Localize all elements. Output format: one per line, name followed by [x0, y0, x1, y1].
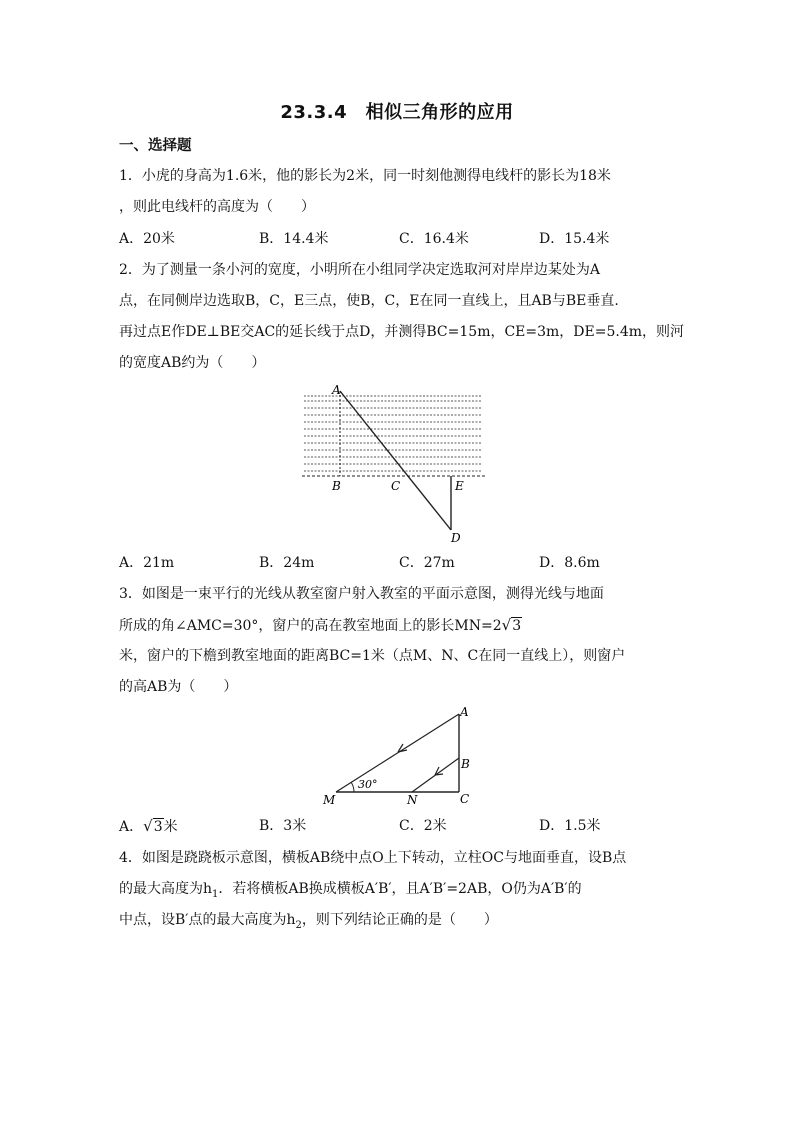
q3-option-d: D．1.5米 — [539, 818, 601, 834]
q2-line-4: 的宽度AB约为（ ） — [119, 355, 266, 371]
q3-line-1: 3．如图是一束平行的光线从教室窗户射入教室的平面示意图，测得光线与地面 — [119, 586, 604, 602]
label-a: A — [460, 705, 469, 719]
q4-line-2-pre: 的最大高度为h — [119, 881, 213, 897]
q4-line-2-sub: 1 — [212, 888, 219, 900]
q1-line-1: 1．小虎的身高为1.6米，他的影长为2米，同一时刻他测得电线杆的影长为18米 — [119, 168, 611, 184]
ray-am — [336, 714, 459, 792]
q3-line-4: 的高AB为（ ） — [119, 679, 238, 695]
sqrt-radicand: 3 — [153, 819, 163, 835]
river-figure — [300, 382, 490, 547]
label-m: M — [323, 793, 336, 807]
q3-line-3: 米，窗户的下檐到教室地面的距离BC=1米（点M、N、C在同一直线上），则窗户 — [119, 648, 626, 664]
q3-line-2 — [119, 615, 522, 636]
q3-option-a-unit: 米 — [163, 819, 178, 835]
q3-option-a-prefix: A． — [119, 819, 144, 835]
label-a: A — [332, 383, 341, 397]
label-d: D — [451, 531, 461, 545]
q4-line-3 — [119, 910, 498, 936]
q1-option-d: D．15.4米 — [539, 231, 610, 247]
q4-line-3-sub: 2 — [295, 919, 302, 931]
q4-line-2-post: ．若将横板AB换成横板A′B′，且A′B′=2AB，O仍为A′B′的 — [218, 881, 582, 897]
q2-option-c: C．27m — [399, 555, 455, 571]
angle-arc — [351, 782, 354, 792]
sqrt-symbol: √3 — [143, 817, 163, 835]
q3-option-c: C．2米 — [399, 818, 447, 834]
q2-option-d: D．8.6m — [539, 555, 600, 571]
page-title: 23.3.4 相似三角形的应用 — [280, 102, 514, 123]
q3-option-a — [119, 816, 178, 837]
q1-option-c: C．16.4米 — [399, 231, 469, 247]
label-c: C — [391, 479, 401, 493]
q3-line-2-text: 所成的角∠AMC=30°，窗户的高在教室地面上的影长MN=2 — [119, 618, 502, 634]
label-e: E — [455, 479, 464, 493]
section-heading: 一、选择题 — [119, 138, 192, 154]
label-c: C — [460, 792, 470, 806]
q1-line-2: ，则此电线杆的高度为（ ） — [119, 199, 315, 215]
q1-option-a: A．20米 — [119, 231, 175, 247]
q2-option-b: B．24m — [259, 555, 315, 571]
q4-line-2 — [119, 879, 582, 905]
q4-line-3-post: ，则下列结论正确的是（ ） — [301, 912, 498, 928]
window-light-figure — [318, 704, 478, 808]
q2-option-a: A．21m — [119, 555, 175, 571]
q2-line-3: 再过点E作DE⊥BE交AC的延长线于点D，并测得BC=15m，CE=3m，DE=5.4m，则河 — [119, 324, 685, 340]
q4-line-1: 4．如图是跷跷板示意图，横板AB绕中点O上下转动，立柱OC与地面垂直，设B点 — [119, 850, 627, 866]
q2-line-1: 2．为了测量一条小河的宽度，小明所在小组同学决定选取河对岸岸边某处为A — [119, 262, 601, 278]
label-n: N — [407, 793, 418, 807]
q2-line-2: 点，在同侧岸边选取B，C，E三点，使B，C，E在同一直线上，且AB与BE垂直. — [119, 293, 619, 309]
river-dashed-lines — [304, 396, 482, 471]
q3-option-b: B．3米 — [259, 818, 307, 834]
q1-option-b: B．14.4米 — [259, 231, 329, 247]
label-b: B — [461, 757, 470, 771]
sqrt-radicand: 3 — [512, 618, 522, 634]
angle-label: 30° — [358, 778, 378, 791]
label-b: B — [332, 479, 341, 493]
sqrt-symbol: √3 — [501, 616, 522, 634]
q4-line-3-pre: 中点，设B′点的最大高度为h — [119, 912, 296, 928]
segment-ad — [340, 391, 451, 530]
